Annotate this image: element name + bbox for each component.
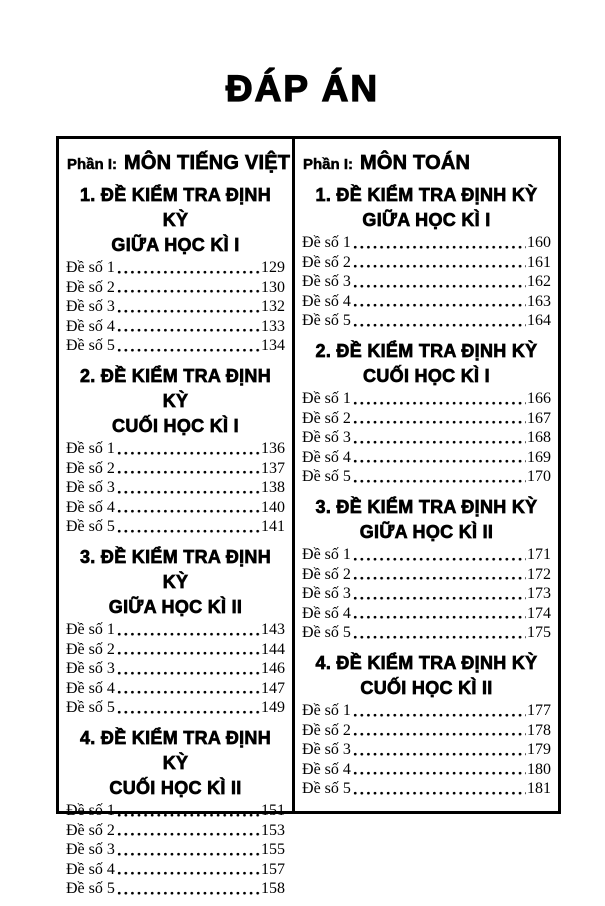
dot-leader — [353, 322, 526, 328]
entry-page-number: 178 — [526, 721, 551, 739]
entry-label: Đề số 1 — [66, 620, 115, 638]
dot-leader — [353, 634, 526, 640]
entry-label: Đề số 3 — [302, 429, 351, 447]
dot-leader — [117, 269, 260, 275]
entry-page-number: 173 — [526, 585, 551, 603]
toc-entry-row — [66, 821, 285, 841]
entry-page-number: 140 — [261, 498, 286, 516]
dot-leader — [117, 308, 260, 314]
dot-leader — [353, 751, 526, 757]
entry-label: Đề số 4 — [302, 760, 351, 778]
entry-label: Đề số 2 — [302, 721, 351, 739]
entry-page-number: 146 — [261, 660, 286, 678]
toc-entry-row — [302, 740, 551, 760]
dot-leader — [117, 450, 260, 456]
section-title-line2: GIỮA HỌC KÌ I — [111, 235, 240, 255]
entry-page-number: 130 — [261, 278, 286, 296]
dot-leader — [117, 831, 260, 837]
entry-label: Đề số 2 — [302, 565, 351, 583]
toc-table — [56, 136, 561, 898]
section-title-line2: CUỐI HỌC KÌ I — [363, 365, 490, 386]
entry-page-number: 179 — [526, 741, 551, 759]
dot-leader — [117, 508, 260, 514]
toc-entry-row — [302, 233, 551, 253]
section-title-line2: GIỮA HỌC KÌ I — [362, 210, 491, 230]
entry-page-number: 160 — [526, 234, 551, 251]
entry-label: Đề số 4 — [66, 498, 115, 516]
entry-label: Đề số 3 — [66, 479, 115, 497]
section-title-line1: 2. ĐỀ KIỂM TRA ĐỊNH KỲ — [79, 365, 272, 411]
section-title — [66, 545, 285, 620]
entry-page-number: 181 — [526, 780, 551, 798]
dot-leader — [353, 458, 526, 464]
section-title-line1: 3. ĐỀ KIỂM TRA ĐỊNH KỲ — [315, 496, 538, 517]
entry-page-number: 174 — [526, 604, 551, 622]
dot-leader — [353, 770, 526, 776]
entry-label: Đề số 2 — [66, 459, 115, 477]
dot-leader — [117, 870, 260, 876]
dot-leader — [117, 709, 260, 715]
entry-label: Đề số 2 — [66, 640, 115, 658]
page-title: ĐÁP ÁN — [225, 68, 380, 109]
entry-label: Đề số 5 — [302, 468, 351, 486]
dot-leader — [117, 327, 260, 333]
section-title — [302, 183, 551, 233]
entry-label: Đề số 5 — [66, 518, 115, 536]
section-title — [66, 364, 285, 439]
toc-entry-row — [66, 879, 285, 899]
column-header — [66, 139, 291, 175]
entry-page-number: 137 — [261, 459, 286, 477]
entry-page-number: 175 — [526, 624, 551, 642]
toc-entry-row — [66, 498, 285, 518]
entry-label: Đề số 4 — [66, 860, 115, 878]
toc-entry-row — [302, 272, 551, 292]
toc-entry-row — [302, 253, 551, 273]
section-title-line1: 2. ĐỀ KIỂM TRA ĐỊNH KỲ — [315, 340, 538, 361]
entry-label: Đề số 5 — [302, 312, 351, 330]
toc-column-tieng-viet — [59, 139, 295, 898]
toc-column-toan — [295, 139, 558, 811]
section-title — [302, 339, 551, 389]
entry-label: Đề số 4 — [302, 292, 351, 310]
section-title — [302, 495, 551, 545]
section-title-line1: 4. ĐỀ KIỂM TRA ĐỊNH KỲ — [315, 652, 538, 673]
entry-page-number: 168 — [526, 429, 551, 447]
toc-entry-row — [302, 604, 551, 624]
entry-page-number: 138 — [261, 479, 286, 497]
part-label: Phần I: — [303, 156, 354, 173]
entry-page-number: 162 — [526, 273, 551, 291]
entry-label: Đề số 3 — [66, 298, 115, 316]
toc-entry-row — [66, 459, 285, 479]
toc-entry-row — [66, 659, 285, 679]
dot-leader — [353, 302, 526, 308]
section-title-line2: GIỮA HỌC KÌ II — [108, 596, 243, 617]
toc-entry-row — [302, 448, 551, 468]
toc-entry-row — [302, 292, 551, 312]
toc-entry-row — [302, 409, 551, 429]
entry-page-number: 180 — [526, 760, 551, 778]
dot-leader — [353, 595, 526, 601]
toc-entry-row — [302, 721, 551, 741]
dot-leader — [353, 712, 526, 718]
toc-entry-row — [66, 679, 285, 699]
entry-page-number: 147 — [261, 679, 286, 697]
entry-page-number: 169 — [526, 448, 551, 466]
entry-label: Đề số 2 — [66, 821, 115, 839]
section-title-line2: CUỐI HỌC KÌ II — [360, 677, 493, 698]
toc-entry-row — [302, 311, 551, 331]
toc-entry-row — [302, 428, 551, 448]
dot-leader — [117, 890, 260, 896]
entry-label: Đề số 5 — [302, 624, 351, 642]
toc-entry-row — [302, 565, 551, 585]
entry-page-number: 167 — [526, 409, 551, 427]
toc-entry-row — [302, 623, 551, 643]
entry-page-number: 172 — [526, 565, 551, 583]
subject-title: MÔN TOÁN — [360, 152, 471, 174]
toc-entry-row — [66, 698, 285, 718]
toc-entry-row — [302, 779, 551, 799]
entry-label: Đề số 3 — [302, 741, 351, 759]
dot-leader — [353, 263, 526, 269]
entry-page-number: 132 — [261, 298, 286, 316]
sections-container — [302, 183, 551, 799]
entry-label: Đề số 3 — [302, 585, 351, 603]
dot-leader — [117, 489, 260, 495]
section-title-line1: 1. ĐỀ KIỂM TRA ĐỊNH KỲ — [79, 185, 272, 230]
section-title-line2: GIỮA HỌC KÌ II — [359, 521, 494, 542]
section-title — [66, 183, 285, 258]
toc-entry-row — [66, 801, 285, 821]
entry-label: Đề số 1 — [302, 389, 351, 407]
entry-page-number: 170 — [526, 468, 551, 486]
entry-page-number: 141 — [261, 518, 286, 536]
toc-entry-row — [66, 620, 285, 640]
entry-page-number: 133 — [261, 317, 286, 335]
toc-section — [302, 339, 551, 487]
dot-leader — [353, 790, 526, 796]
dot-leader — [353, 419, 526, 425]
dot-leader — [353, 439, 526, 445]
toc-section — [66, 364, 285, 537]
dot-leader — [353, 731, 526, 737]
toc-entry-row — [66, 336, 285, 356]
toc-entry-row — [302, 389, 551, 409]
entry-page-number: 153 — [261, 821, 286, 839]
entry-label: Đề số 2 — [302, 409, 351, 427]
toc-entry-row — [66, 278, 285, 298]
toc-entry-row — [66, 840, 285, 860]
entry-label: Đề số 5 — [66, 337, 115, 355]
dot-leader — [117, 631, 260, 637]
entry-page-number: 155 — [261, 841, 286, 859]
toc-entry-row — [66, 517, 285, 537]
entry-page-number: 161 — [526, 253, 551, 271]
entry-page-number: 177 — [526, 701, 551, 719]
entry-label: Đề số 4 — [302, 604, 351, 622]
dot-leader — [353, 478, 526, 484]
toc-entry-row — [66, 640, 285, 660]
toc-entry-row — [302, 545, 551, 565]
entry-label: Đề số 2 — [66, 278, 115, 296]
dot-leader — [353, 575, 526, 581]
part-label: Phần I: — [67, 156, 118, 173]
toc-entry-row — [66, 478, 285, 498]
dot-leader — [117, 812, 260, 818]
toc-entry-row — [66, 439, 285, 459]
entry-page-number: 129 — [261, 259, 286, 276]
entry-label: Đề số 5 — [66, 880, 115, 898]
entry-page-number: 136 — [261, 439, 286, 457]
entry-page-number: 144 — [261, 640, 286, 658]
entry-label: Đề số 1 — [66, 801, 115, 819]
entry-page-number: 158 — [261, 880, 286, 898]
toc-section — [66, 545, 285, 718]
toc-section — [302, 651, 551, 799]
entry-label: Đề số 4 — [302, 448, 351, 466]
dot-leader — [117, 851, 260, 857]
dot-leader — [117, 670, 260, 676]
entry-page-number: 134 — [261, 337, 286, 355]
toc-entry-row — [66, 297, 285, 317]
entry-label: Đề số 5 — [302, 780, 351, 798]
entry-label: Đề số 3 — [66, 660, 115, 678]
entry-page-number: 163 — [526, 292, 551, 310]
toc-entry-row — [302, 760, 551, 780]
entry-page-number: 166 — [526, 389, 551, 407]
column-header — [302, 139, 551, 175]
entry-page-number: 171 — [526, 545, 551, 563]
section-title — [66, 726, 285, 801]
dot-leader — [353, 556, 526, 562]
entry-page-number: 151 — [261, 801, 286, 819]
entry-label: Đề số 1 — [302, 545, 351, 563]
entry-label: Đề số 4 — [66, 317, 115, 335]
dot-leader — [117, 469, 260, 475]
dot-leader — [117, 650, 260, 656]
dot-leader — [117, 347, 260, 353]
entry-page-number: 164 — [526, 312, 551, 330]
section-title-line2: CUỐI HỌC KÌ II — [109, 777, 242, 798]
dot-leader — [353, 400, 526, 406]
toc-entry-row — [66, 317, 285, 337]
subject-title: MÔN TIẾNG VIỆT — [124, 152, 291, 174]
dot-leader — [117, 689, 260, 695]
dot-leader — [353, 283, 526, 289]
toc-entry-row — [66, 860, 285, 880]
entry-label: Đề số 1 — [302, 701, 351, 719]
entry-label: Đề số 3 — [66, 841, 115, 859]
entry-label: Đề số 1 — [66, 259, 115, 276]
toc-entry-row — [302, 467, 551, 487]
entry-page-number: 157 — [261, 860, 286, 878]
entry-label: Đề số 1 — [302, 234, 351, 251]
entry-label: Đề số 2 — [302, 253, 351, 271]
toc-section — [66, 183, 285, 356]
dot-leader — [353, 244, 526, 250]
dot-leader — [353, 614, 526, 620]
section-title-line1: 3. ĐỀ KIỂM TRA ĐỊNH KỲ — [79, 546, 272, 592]
toc-section — [302, 495, 551, 643]
entry-label: Đề số 1 — [66, 439, 115, 457]
section-title-line1: 1. ĐỀ KIỂM TRA ĐỊNH KỲ — [315, 185, 538, 205]
toc-section — [302, 183, 551, 331]
dot-leader — [117, 528, 260, 534]
toc-entry-row — [66, 258, 285, 278]
sections-container — [66, 183, 285, 899]
section-title-line1: 4. ĐỀ KIỂM TRA ĐỊNH KỲ — [79, 727, 272, 773]
toc-section — [66, 726, 285, 899]
dot-leader — [117, 288, 260, 294]
entry-label: Đề số 4 — [66, 679, 115, 697]
entry-label: Đề số 5 — [66, 699, 115, 717]
toc-entry-row — [302, 584, 551, 604]
section-title-line2: CUỐI HỌC KÌ I — [112, 415, 239, 436]
entry-label: Đề số 3 — [302, 273, 351, 291]
entry-page-number: 143 — [261, 620, 286, 638]
entry-page-number: 149 — [261, 699, 286, 717]
toc-entry-row — [302, 701, 551, 721]
section-title — [302, 651, 551, 701]
